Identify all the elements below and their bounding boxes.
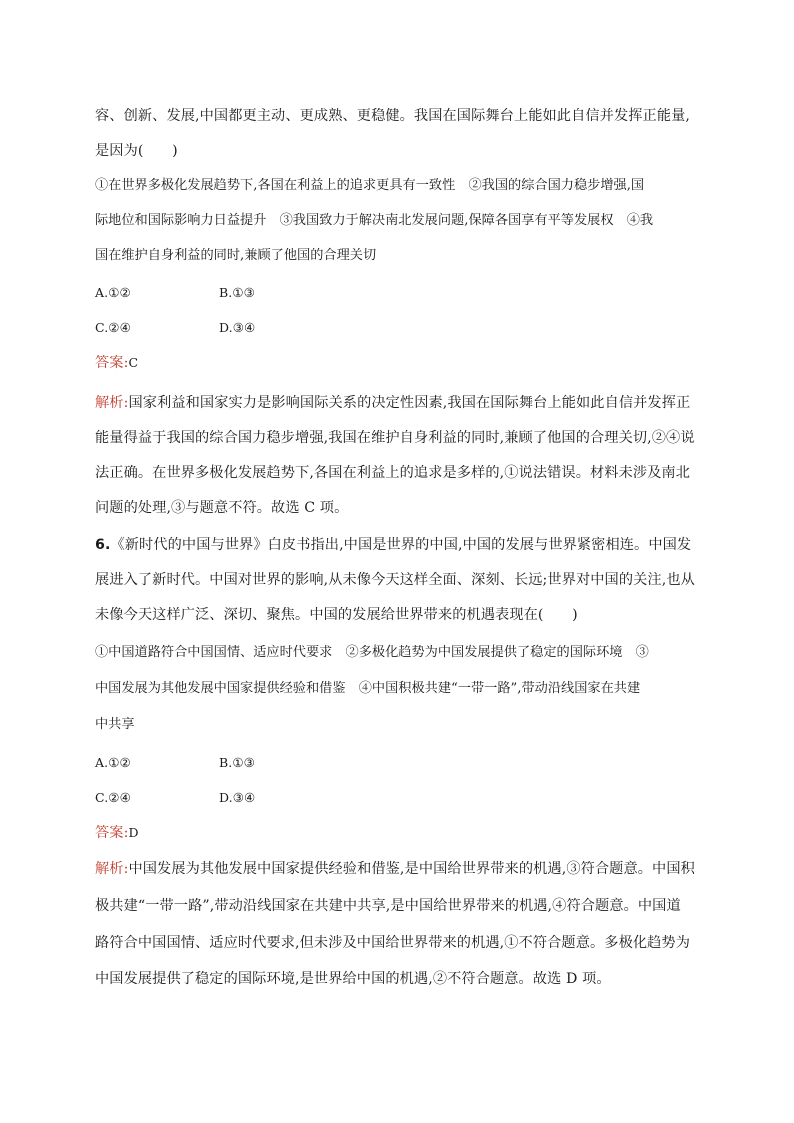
q5-stem-line-2: 是因为( ) bbox=[95, 143, 178, 159]
q5-answer bbox=[95, 353, 138, 373]
q5-statement-line-2: 际地位和国际影响力日益提升 ③我国致力于解决南北发展问题,保障各国享有平等发展权 ④我 bbox=[95, 213, 654, 228]
q5-answer-label: 答案: bbox=[95, 355, 129, 371]
q5-analysis-line-2: 能量得益于我国的综合国力稳步增强,我国在维护自身利益的同时,兼顾了他国的合理关切,②④说 bbox=[95, 430, 695, 446]
q5-option-c[interactable]: C.②④ bbox=[95, 320, 131, 335]
q6-statement-line-2: 中国发展为其他发展中国家提供经验和借鉴 ④中国积极共建“一带一路”,带动沿线国家在共建 bbox=[95, 681, 641, 696]
q6-analysis-line-3: 路符合中国国情、适应时代要求,但未涉及中国给世界带来的机遇,①不符合题意。多极化趋势为 bbox=[95, 935, 691, 951]
q6-option-d[interactable]: D.③④ bbox=[219, 790, 256, 805]
q6-stem-line-2: 展进入了新时代。中国对世界的影响,从未像今天这样全面、深刻、长远;世界对中国的关注,也从 bbox=[95, 572, 695, 588]
q6-number: 6. bbox=[95, 537, 111, 553]
q6-answer-value: D bbox=[128, 825, 139, 840]
q5-option-b[interactable]: B.①③ bbox=[219, 285, 255, 300]
q5-options-row-1 bbox=[95, 283, 255, 303]
q5-analysis-label: 解析: bbox=[95, 395, 129, 411]
q6-analysis-line-2: 极共建“一带一路”,带动沿线国家在共建中共享,是中国给世界带来的机遇,④符合题意。中国道 bbox=[95, 898, 681, 914]
q6-option-c[interactable]: C.②④ bbox=[95, 790, 131, 805]
q5-answer-value: C bbox=[128, 355, 139, 370]
q5-option-d[interactable]: D.③④ bbox=[219, 320, 256, 335]
q6-statement-line-3: 中共享 bbox=[95, 717, 135, 732]
q6-stem-line-3: 未像今天这样广泛、深切、聚焦。中国的发展给世界带来的机遇表现在( ) bbox=[95, 607, 578, 623]
q6-analysis-label: 解析: bbox=[95, 861, 129, 877]
q6-option-a[interactable]: A.①② bbox=[95, 755, 131, 770]
q5-option-a[interactable]: A.①② bbox=[95, 285, 131, 300]
q5-analysis-line-3: 法正确。在世界多极化发展趋势下,各国在利益上的追求是多样的,①说法错误。材料未涉及南北 bbox=[95, 465, 691, 481]
q6-options-row-2 bbox=[95, 788, 256, 808]
q5-statement-line-3: 国在维护自身利益的同时,兼顾了他国的合理关切 bbox=[95, 248, 377, 263]
q6-analysis-line-4: 中国发展提供了稳定的国际环境,是世界给中国的机遇,②不符合题意。故选 D 项。 bbox=[95, 971, 611, 987]
q6-answer bbox=[95, 823, 139, 843]
q5-analysis-line-1 bbox=[95, 393, 690, 413]
q5-analysis-line-4: 问题的处理,③与题意不符。故选 C 项。 bbox=[95, 500, 349, 516]
q5-stem-line-1: 容、创新、发展,中国都更主动、更成熟、更稳健。我国在国际舞台上能如此自信并发挥正能量, bbox=[95, 108, 691, 124]
q6-options-row-1 bbox=[95, 753, 255, 773]
q6-statement-line-1: ①中国道路符合中国国情、适应时代要求 ②多极化趋势为中国发展提供了稳定的国际环境 ③ bbox=[95, 645, 649, 660]
q6-option-b[interactable]: B.①③ bbox=[219, 755, 255, 770]
q5-statement-line-1: ①在世界多极化发展趋势下,各国在利益上的追求更具有一致性 ②我国的综合国力稳步增强,国 bbox=[95, 178, 645, 193]
q6-analysis-line-1 bbox=[95, 859, 695, 879]
q6-answer-label: 答案: bbox=[95, 825, 129, 841]
q6-stem-text-1: 《新时代的中国与世界》白皮书指出,中国是世界的中国,中国的发展与世界紧密相连。中国发 bbox=[110, 537, 692, 553]
q5-analysis-text-1: 国家利益和国家实力是影响国际关系的决定性因素,我国在国际舞台上能如此自信并发挥正 bbox=[128, 395, 691, 411]
q5-options-row-2 bbox=[95, 318, 256, 338]
q6-stem-line-1 bbox=[95, 535, 691, 555]
q6-analysis-text-1: 中国发展为其他发展中国家提供经验和借鉴,是中国给世界带来的机遇,③符合题意。中国积 bbox=[128, 861, 695, 877]
